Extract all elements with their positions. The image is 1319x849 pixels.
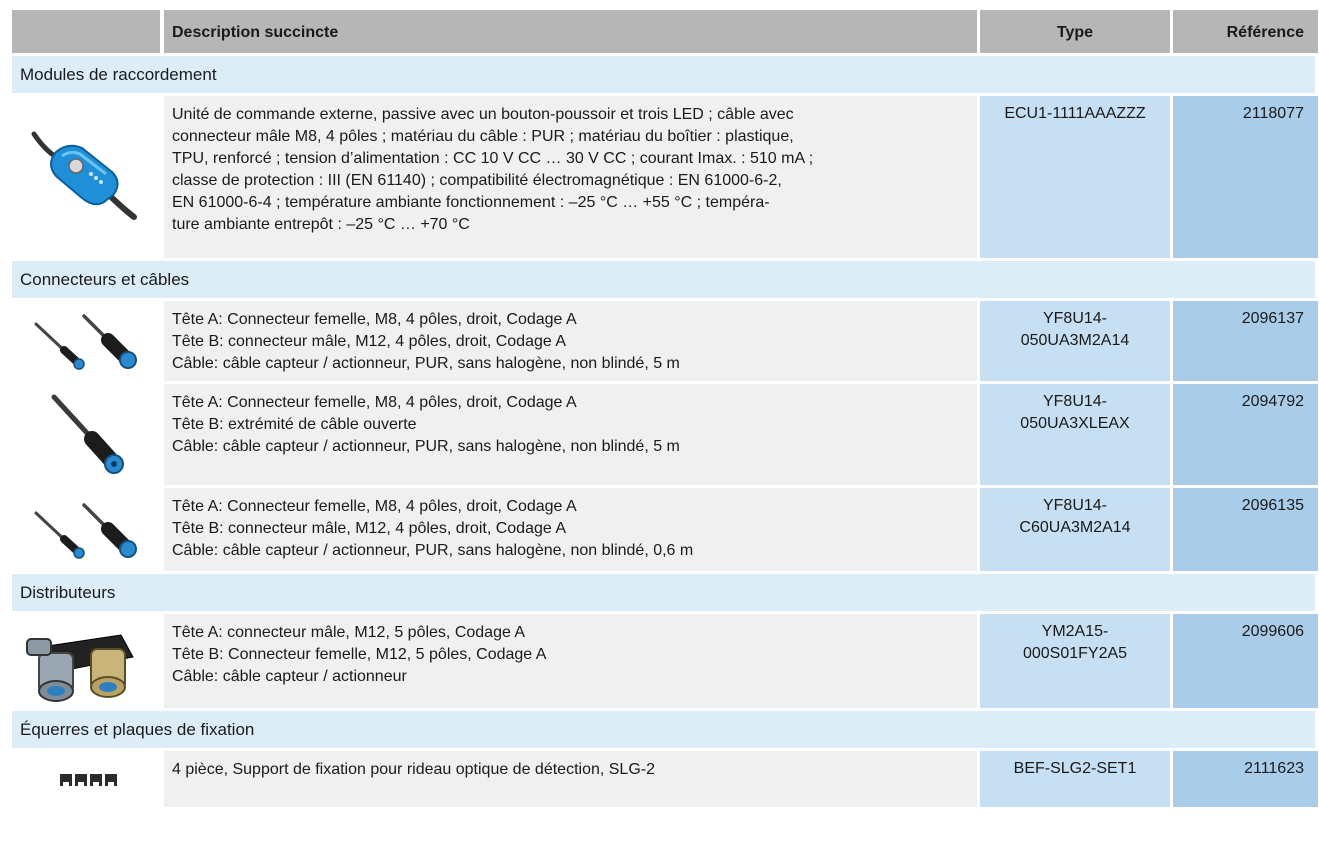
description-line: classe de protection : III (EN 61140) ; compatibilité électromagnétique : EN 61000-6-2, bbox=[172, 172, 782, 189]
description-line: TPU, renforcé ; tension d’alimentation : CC 10 V CC … 30 V CC ; courant Imax. : 510 mA ; bbox=[172, 150, 814, 167]
product-type bbox=[980, 96, 1170, 258]
description-line: Tête B: connecteur mâle, M12, 4 pôles, droit, Codage A bbox=[172, 520, 566, 537]
header-reference: Référence bbox=[1173, 10, 1318, 53]
description-line: Câble: câble capteur / actionneur, PUR, sans halogène, non blindé, 5 m bbox=[172, 438, 680, 455]
type-line: 000S01FY2A5 bbox=[1022, 645, 1128, 662]
product-image bbox=[12, 751, 160, 807]
cable-open-end-icon bbox=[26, 387, 146, 482]
product-image bbox=[12, 301, 160, 381]
type-line: 050UA3XLEAX bbox=[1020, 415, 1130, 432]
description-line: connecteur mâle M8, 4 pôles ; matériau du câble : PUR ; matériau du boîtier : plastique, bbox=[172, 128, 794, 145]
description-line: 4 pièce, Support de fixation pour rideau optique de détection, SLG-2 bbox=[172, 761, 655, 778]
product-reference: 2111623 bbox=[1173, 751, 1318, 807]
header-type: Type bbox=[980, 10, 1170, 53]
type-line: C60UA3M2A14 bbox=[1019, 519, 1131, 536]
description-line: Unité de commande externe, passive avec un bouton-poussoir et trois LED ; câble avec bbox=[172, 106, 794, 123]
description-line: Tête A: connecteur mâle, M12, 5 pôles, Codage A bbox=[172, 624, 526, 641]
cable-pair-icon bbox=[26, 306, 146, 376]
table-header bbox=[12, 10, 1315, 53]
description-line: Tête B: Connecteur femelle, M12, 5 pôles, Codage A bbox=[172, 646, 547, 663]
accessories-table bbox=[12, 10, 1315, 810]
table-row bbox=[12, 301, 1315, 381]
product-description bbox=[164, 488, 977, 571]
table-row bbox=[12, 384, 1315, 485]
product-description bbox=[164, 96, 977, 258]
product-type bbox=[980, 384, 1170, 485]
description-line: Câble: câble capteur / actionneur, PUR, sans halogène, non blindé, 0,6 m bbox=[172, 542, 694, 559]
type-line: YM2A15- bbox=[1041, 623, 1109, 640]
description-line: Tête B: connecteur mâle, M12, 4 pôles, droit, Codage A bbox=[172, 333, 566, 350]
product-reference: 2118077 bbox=[1173, 96, 1318, 258]
type-line: BEF-SLG2-SET1 bbox=[1013, 760, 1137, 777]
type-line: YF8U14- bbox=[1042, 393, 1108, 410]
section-title: Équerres et plaques de fixation bbox=[12, 711, 1315, 748]
mounting-brackets-icon bbox=[46, 764, 126, 794]
product-type bbox=[980, 614, 1170, 708]
product-image bbox=[12, 488, 160, 571]
product-type bbox=[980, 751, 1170, 807]
cable-pair-icon bbox=[26, 495, 146, 565]
product-reference: 2099606 bbox=[1173, 614, 1318, 708]
table-row bbox=[12, 614, 1315, 708]
description-line: Tête A: Connecteur femelle, M8, 4 pôles, droit, Codage A bbox=[172, 311, 577, 328]
description-line: Câble: câble capteur / actionneur bbox=[172, 668, 407, 685]
product-type bbox=[980, 301, 1170, 381]
section-title: Distributeurs bbox=[12, 574, 1315, 611]
product-reference: 2096137 bbox=[1173, 301, 1318, 381]
description-line: ture ambiante entrepôt : –25 °C … +70 °C bbox=[172, 216, 470, 233]
product-description bbox=[164, 751, 977, 807]
table-row bbox=[12, 488, 1315, 571]
product-image bbox=[12, 96, 160, 258]
product-reference: 2094792 bbox=[1173, 384, 1318, 485]
blue-control-unit-icon bbox=[16, 112, 156, 242]
type-line: ECU1-1111AAAZZZ bbox=[1004, 105, 1146, 122]
type-line: 050UA3M2A14 bbox=[1020, 332, 1130, 349]
table-row bbox=[12, 751, 1315, 807]
description-line: Tête A: Connecteur femelle, M8, 4 pôles, droit, Codage A bbox=[172, 394, 577, 411]
description-line: EN 61000-6-4 ; température ambiante fonctionnement : –25 °C … +55 °C ; tempéra- bbox=[172, 194, 770, 211]
header-description: Description succincte bbox=[164, 10, 977, 53]
table-row bbox=[12, 96, 1315, 258]
product-image bbox=[12, 614, 160, 708]
description-line: Câble: câble capteur / actionneur, PUR, sans halogène, non blindé, 5 m bbox=[172, 355, 680, 372]
description-line: Tête A: Connecteur femelle, M8, 4 pôles, droit, Codage A bbox=[172, 498, 577, 515]
y-distributor-icon bbox=[21, 617, 151, 705]
product-description bbox=[164, 301, 977, 381]
product-description bbox=[164, 614, 977, 708]
section-title: Connecteurs et câbles bbox=[12, 261, 1315, 298]
product-reference: 2096135 bbox=[1173, 488, 1318, 571]
section-title: Modules de raccordement bbox=[12, 56, 1315, 93]
type-line: YF8U14- bbox=[1042, 497, 1108, 514]
type-line: YF8U14- bbox=[1042, 310, 1108, 327]
product-description bbox=[164, 384, 977, 485]
product-image bbox=[12, 384, 160, 485]
header-image-cell bbox=[12, 10, 160, 53]
description-line: Tête B: extrémité de câble ouverte bbox=[172, 416, 417, 433]
product-type bbox=[980, 488, 1170, 571]
